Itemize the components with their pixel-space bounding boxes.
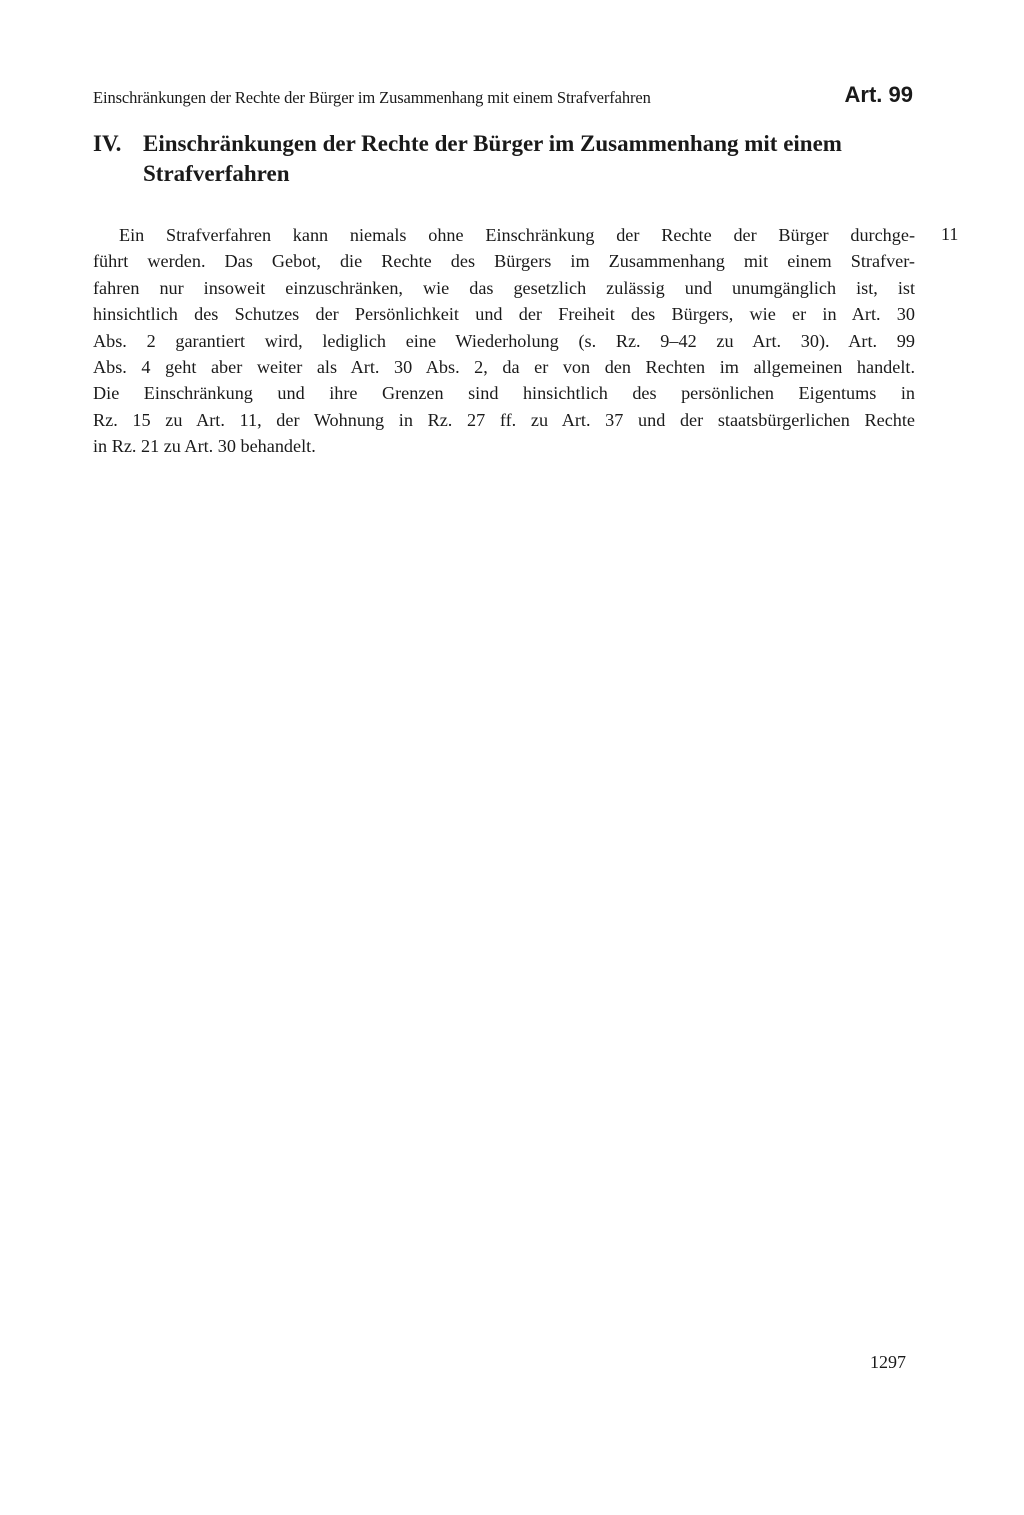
paragraph-line: Die Einschränkung und ihre Grenzen sind hinsichtlich des persönlichen Eigentums in — [93, 383, 915, 404]
paragraph-line: fahren nur insoweit einzuschränken, wie das gesetzlich zulässig und unumgänglich ist, ist — [93, 277, 915, 298]
running-head: Einschränkungen der Rechte der Bürger im Zusammenhang mit einem Strafverfahren — [93, 88, 651, 107]
section-title-line2: Strafverfahren — [143, 161, 290, 186]
paragraph-line: führt werden. Das Gebot, die Rechte des Bürgers im Zusammenhang mit einem Strafver- — [93, 251, 915, 272]
section-numeral: IV. — [93, 131, 122, 156]
body-paragraph — [93, 222, 915, 460]
section-title-line1: Einschränkungen der Rechte der Bürger im Zusammenhang mit einem — [143, 131, 842, 156]
paragraph-line: Abs. 4 geht aber weiter als Art. 30 Abs. 2, da er von den Rechten im allgemeinen handelt. — [93, 357, 915, 378]
paragraph-line: in Rz. 21 zu Art. 30 behandelt. — [93, 436, 316, 457]
paragraph-line: hinsichtlich des Schutzes der Persönlichkeit und der Freiheit des Bürgers, wie er in Art. 30 — [93, 304, 915, 325]
paragraph-line: Rz. 15 zu Art. 11, der Wohnung in Rz. 27 ff. zu Art. 37 und der staatsbürgerlichen Rechte — [93, 409, 915, 430]
paragraph-line: Ein Strafverfahren kann niemals ohne Einschränkung der Rechte der Bürger durchge- — [119, 225, 915, 245]
section-heading — [93, 129, 925, 189]
article-label: Art. 99 — [844, 82, 913, 107]
page-number: 1297 — [870, 1352, 906, 1372]
paragraph-line: Abs. 2 garantiert wird, lediglich eine Wiederholung (s. Rz. 9–42 zu Art. 30). Art. 99 — [93, 330, 915, 351]
margin-number: 11 — [941, 224, 959, 244]
